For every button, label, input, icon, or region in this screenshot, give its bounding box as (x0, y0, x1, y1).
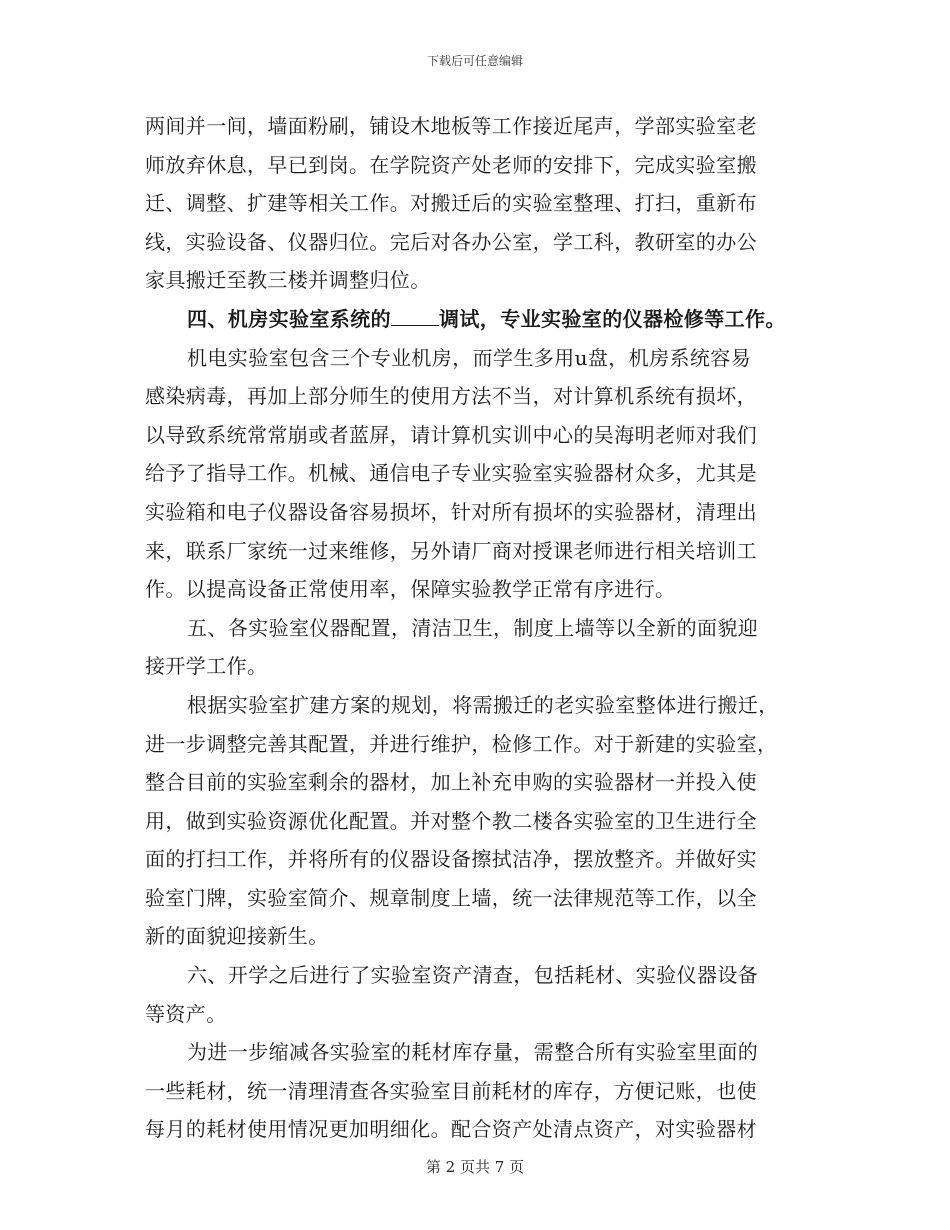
paragraph-line: 用，做到实验资源优化配置。并对整个教二楼各实验室的卫生进行全 (145, 808, 757, 833)
paragraph-line: 实验箱和电子仪器设备容易损坏，针对所有损坏的实验器材，清理出 (145, 499, 757, 524)
paragraph-line: 感染病毒，再加上部分师生的使用方法不当，对计算机系统有损坏， (145, 384, 757, 409)
paragraph-line: 新的面貌迎接新生。 (145, 924, 329, 949)
heading-text-before: 四、机房实验室系统的 (187, 306, 391, 331)
paragraph-line: 以导致系统常常崩或者蓝屏，请计算机实训中心的吴海明老师对我们 (145, 422, 757, 447)
paragraph-line: 接开学工作。 (145, 654, 268, 679)
paragraph-line: 整合目前的实验室剩余的器材，加上补充申购的实验器材一并投入使 (145, 770, 757, 795)
paragraph-line: 家具搬迁至教三楼并调整归位。 (145, 268, 431, 293)
heading-text-after: 调试，专业实验室的仪器检修等工作。 (439, 306, 786, 331)
paragraph-line: 进一步调整完善其配置，并进行维护，检修工作。对于新建的实验室， (145, 731, 778, 756)
paragraph-line: 作。以提高设备正常使用率，保障实验教学正常有序进行。 (145, 577, 676, 602)
page-footer: 第 2 页共 7 页 (425, 1158, 525, 1176)
paragraph-line: 根据实验室扩建方案的规划，将需搬迁的老实验室整体进行搬迁， (187, 692, 779, 717)
document-body (145, 107, 805, 1149)
paragraph-line: 给予了指导工作。机械、通信电子专业实验室实验器材众多，尤其是 (145, 461, 757, 486)
paragraph-line: 迁、调整、扩建等相关工作。对搬迁后的实验室整理、打扫，重新布 (145, 191, 757, 216)
paragraph-line: 验室门牌，实验室简介、规章制度上墙，统一法律规范等工作，以全 (145, 885, 757, 910)
page-header: 下载后可任意编辑 (426, 54, 523, 68)
paragraph-line: 每月的耗材使用情况更加明细化。配合资产处清点资产，对实验器材 (145, 1117, 757, 1142)
paragraph-line: 面的打扫工作，并将所有的仪器设备擦拭洁净，摆放整齐。并做好实 (145, 847, 757, 872)
paragraph-line: 两间并一间，墙面粉刷，铺设木地板等工作接近尾声，学部实验室老 (145, 114, 757, 138)
section-heading-4 (145, 300, 805, 339)
paragraph-line: 来，联系厂家统一过来维修，另外请厂商对授课老师进行相关培训工 (145, 538, 757, 563)
paragraph-line: 一些耗材，统一清理清查各实验室目前耗材的库存，方便记账，也使 (145, 1078, 757, 1103)
paragraph-line: 等资产。 (145, 1001, 227, 1026)
section-heading-5: 五、各实验室仪器配置，清洁卫生，制度上墙等以全新的面貌迎 (187, 615, 759, 640)
paragraph-line: 线，实验设备、仪器归位。完后对各办公室，学工科，教研室的办公 (145, 229, 757, 254)
fill-in-blank (391, 303, 439, 326)
paragraph-line: 师放弃休息，早已到岗。在学院资产处老师的安排下，完成实验室搬 (145, 152, 757, 177)
section-heading-6: 六、开学之后进行了实验室资产清查，包括耗材、实验仪器设备 (187, 963, 759, 988)
paragraph-line: 机电实验室包含三个专业机房，而学生多用u盘，机房系统容易 (187, 345, 752, 370)
paragraph-line: 为进一步缩减各实验室的耗材库存量，需整合所有实验室里面的 (187, 1040, 759, 1065)
